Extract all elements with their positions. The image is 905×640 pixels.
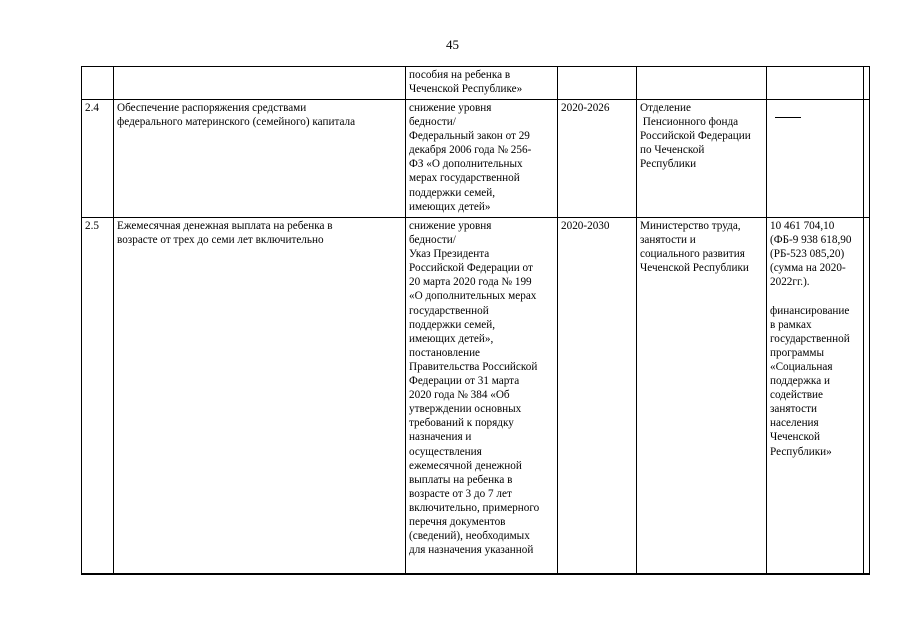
basis-line: возрасте от 3 до 7 лет	[409, 487, 512, 500]
cell-finance	[767, 67, 864, 100]
basis-line: (сведений), необходимых	[409, 530, 530, 543]
basis-line: Правительства Российской	[409, 360, 538, 373]
basis-line: ФЗ «О дополнительных	[409, 158, 523, 171]
table-row	[82, 218, 870, 575]
basis-line: декабря 2006 года № 256-	[409, 144, 532, 157]
page-number: 45	[446, 37, 459, 52]
finance-line: (ФБ-9 938 618,90	[770, 234, 852, 247]
cell-extra	[864, 100, 870, 218]
finance-line: Республики»	[770, 445, 832, 458]
basis-line: пособия на ребенка в	[409, 69, 511, 81]
cell-basis	[406, 218, 558, 575]
table-row	[82, 100, 870, 218]
cell-executor	[637, 218, 767, 575]
finance-line: Чеченской	[770, 431, 820, 444]
finance-line: 10 461 704,10	[770, 220, 835, 232]
executor-line: Чеченской Республики	[640, 262, 749, 275]
cell-extra	[864, 67, 870, 100]
event-line: возрасте от трех до семи лет включительно	[117, 234, 324, 247]
executor-line: занятости и	[640, 234, 696, 247]
basis-line: Российской Федерации от	[409, 262, 533, 275]
event-line: Обеспечение распоряжения средствами	[117, 102, 307, 114]
finance-line: занятости	[770, 403, 817, 416]
finance-line: в рамках	[770, 318, 812, 331]
basis-line: поддержки семей,	[409, 318, 496, 331]
basis-line: имеющих детей»,	[409, 332, 494, 345]
basis-line: снижение уровня	[409, 102, 492, 114]
cell-number	[82, 67, 114, 100]
basis-line: постановление	[409, 346, 481, 359]
basis-line: бедности/	[409, 234, 456, 247]
cell-extra	[864, 218, 870, 575]
cell-period: 2020-2026	[558, 100, 637, 218]
basis-line: мерах государственной	[409, 172, 520, 185]
executor-line: социального развития	[640, 248, 745, 261]
basis-line: «О дополнительных мерах	[409, 290, 537, 303]
basis-line: Указ Президента	[409, 248, 490, 261]
cell-event	[114, 218, 406, 575]
cell-period	[558, 67, 637, 100]
executor-line: по Чеченской	[640, 144, 705, 157]
basis-line: включительно, примерного	[409, 501, 540, 514]
finance-line: (сумма на 2020-	[770, 262, 846, 275]
finance-line: поддержка и	[770, 375, 830, 388]
basis-line: требований к порядку	[409, 417, 514, 430]
finance-line: 2022гг.).	[770, 276, 810, 289]
finance-line: государственной	[770, 332, 850, 345]
finance-line: (РБ-523 085,20)	[770, 248, 845, 261]
basis-line: 2020 года № 384 «Об	[409, 389, 510, 402]
cell-period: 2020-2030	[558, 218, 637, 575]
finance-line: финансирование	[770, 304, 850, 317]
basis-line: ежемесячной денежной	[409, 459, 522, 472]
cell-executor	[637, 100, 767, 218]
document-table	[81, 66, 870, 575]
executor-line: Отделение	[640, 102, 691, 114]
cell-basis	[406, 100, 558, 218]
executor-line: Пенсионного фонда	[640, 116, 739, 129]
basis-line: поддержки семей,	[409, 186, 496, 199]
cell-event	[114, 100, 406, 218]
cell-number: 2.5	[82, 218, 114, 575]
executor-line: Республики	[640, 158, 697, 171]
basis-line: назначения и	[409, 431, 472, 444]
table-row	[82, 67, 870, 100]
cell-event	[114, 67, 406, 100]
basis-line: государственной	[409, 304, 489, 317]
basis-line: бедности/	[409, 116, 456, 129]
cell-basis	[406, 67, 558, 100]
cell-finance	[767, 218, 864, 575]
basis-line: Федерации от 31 марта	[409, 375, 520, 388]
event-line: Ежемесячная денежная выплата на ребенка в	[117, 220, 333, 232]
finance-dash	[775, 117, 801, 118]
executor-line: Российской Федерации	[640, 130, 751, 143]
cell-number: 2.4	[82, 100, 114, 218]
executor-line: Министерство труда,	[640, 220, 741, 232]
basis-line: утверждении основных	[409, 403, 522, 416]
basis-line: имеющих детей»	[409, 200, 491, 213]
basis-line: снижение уровня	[409, 220, 492, 232]
basis-line: осуществления	[409, 445, 482, 458]
finance-line: населения	[770, 417, 819, 430]
finance-line: программы	[770, 346, 824, 359]
finance-line: «Социальная	[770, 360, 833, 373]
finance-line	[770, 289, 861, 303]
basis-line: 20 марта 2020 года № 199	[409, 276, 532, 289]
event-line: федерального материнского (семейного) капитала	[117, 116, 356, 129]
basis-line: выплаты на ребенка в	[409, 473, 513, 486]
basis-line: Чеченской Республике»	[409, 83, 523, 96]
finance-line: содействие	[770, 389, 823, 402]
basis-line: для назначения указанной	[409, 544, 534, 557]
cell-finance	[767, 100, 864, 218]
cell-executor	[637, 67, 767, 100]
basis-line: перечня документов	[409, 515, 506, 528]
basis-line: Федеральный закон от 29	[409, 130, 530, 143]
